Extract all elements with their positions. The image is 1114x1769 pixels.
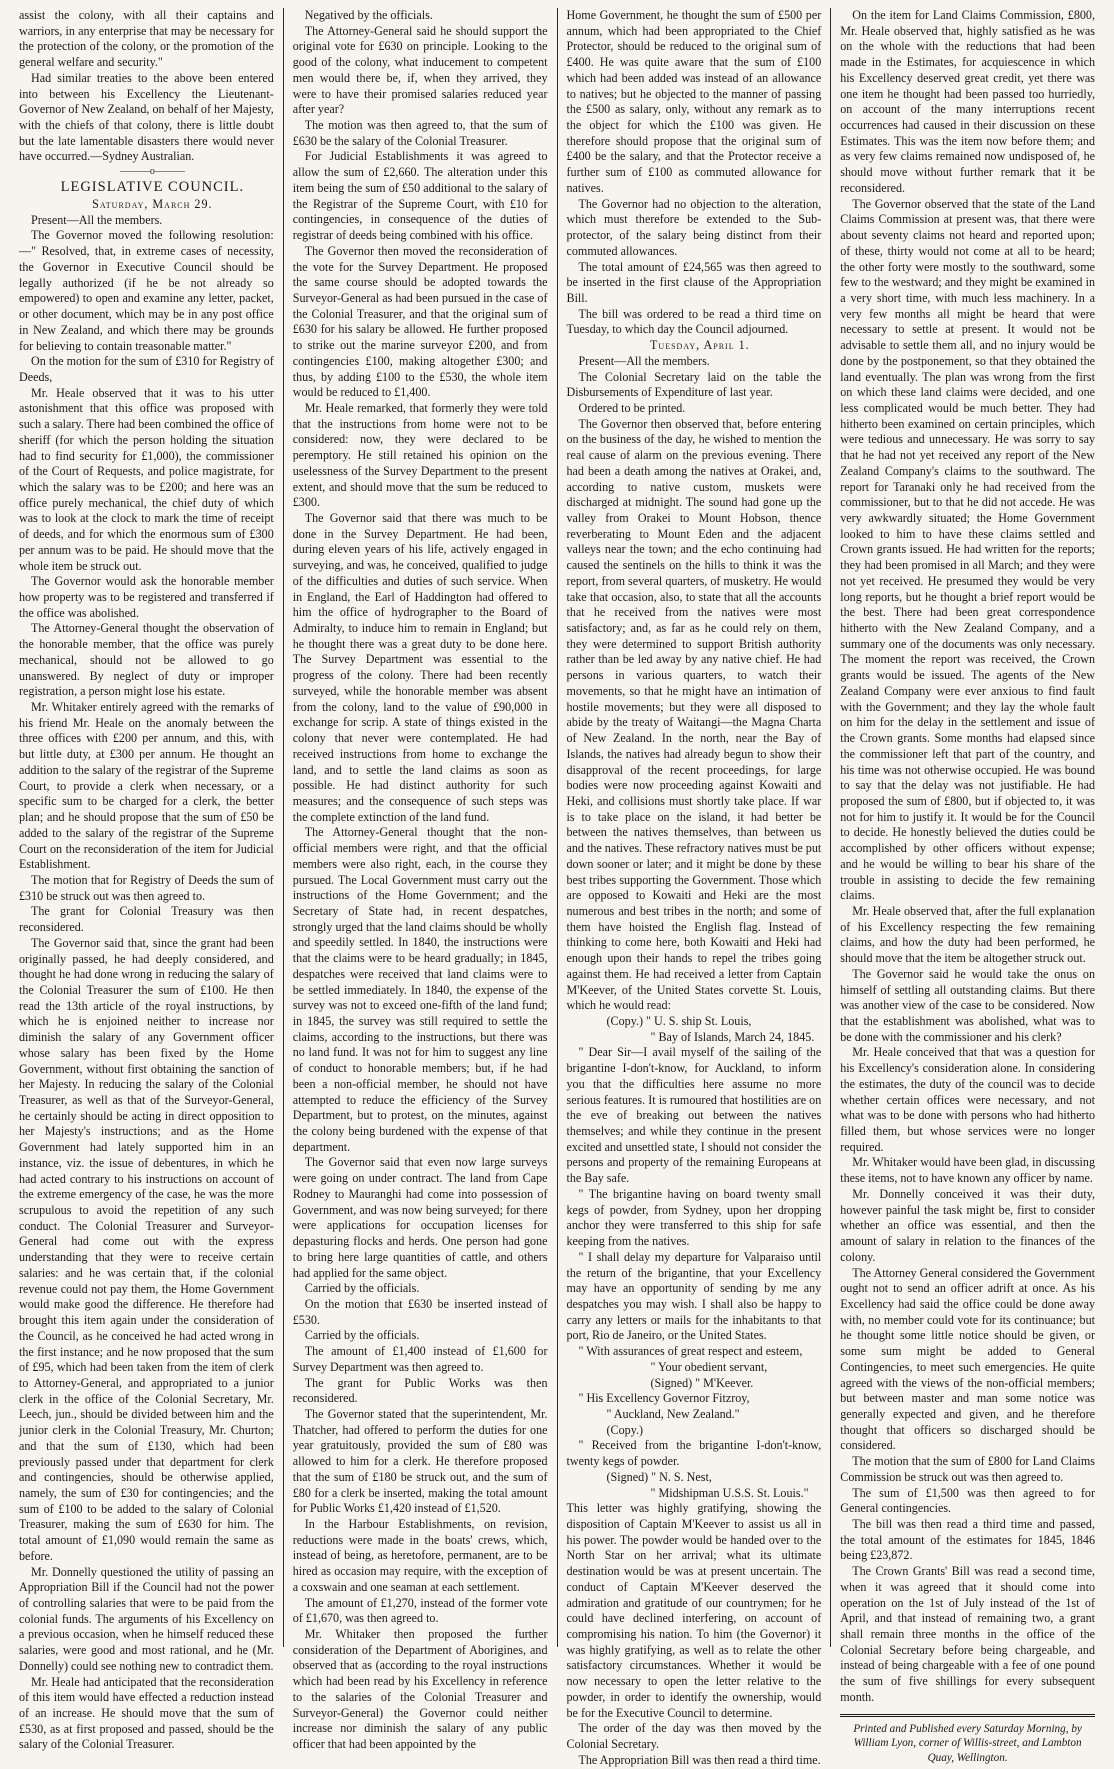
paragraph: Home Government, he thought the sum of £500 per annum, which had been appropriated to the Chief Protector, should be reduced to the original sum of £400. He was quite aware that the sum of £100 which had been added was instead of an allowance to natives; but he objected to the manner of passing the £500 as salary, only, without any remark as to the object for which the £100 was given. He therefore should propose that the original sum of £400 be the salary, and that the Protector receive a further sum of £100 as commuted allowance for natives. bbox=[566, 8, 822, 195]
paragraph: " Received from the brigantine I-don't-know, twenty kegs of powder. bbox=[566, 1438, 822, 1469]
section-heading: LEGISLATIVE COUNCIL. bbox=[60, 179, 245, 196]
paragraph: The Governor had no objection to the alteration, which must therefore be extended to the Sub-protector, of the salary being distinct from their commuted allowances. bbox=[566, 196, 822, 258]
paragraph: Had similar treaties to the above been entered into between his Excellency the Lieutenant-Governor of New Zealand, on behalf of her Majesty, with the chiefs of that colony, there is little doubt but the late lamentable disasters there would never have occurred.—Sydney Australian. bbox=[19, 70, 274, 164]
paragraph: Carried by the officials. bbox=[304, 1328, 420, 1343]
paragraph: Mr. Heale observed that, after the full explanation of his Excellency respecting the few remaining claims, and how the duty had been performed, he should move that the item be altogether struck out. bbox=[840, 903, 1095, 966]
paragraph: Mr. Whitaker then proposed the further consideration of the Department of Aborigines, and observed that as (according to the royal instructions which had been read by his Excellency in reference to the salaries of the Colonial Treasurer and Surveyor-General) the Governor could neither increase nor diminish the salary of any public officer that had been appointed by the bbox=[292, 1627, 548, 1752]
letter-line: " Bay of Islands, March 24, 1845. bbox=[650, 1029, 815, 1044]
paragraph: This letter was highly gratifying, showing the disposition of Captain M'Keever to assist us all in his power. The powder would be handed over to the North Star on her arrival; what its ultimate destination would be was at present uncertain. The conduct of Captain M'Keever deserved the admiration and gratitude of our countrymen; for he could have declined interfering, on account of compromising his nation. To him (the Governor) it was highly gratifying, as well as to relate the other satisfactory circumstances. Whether it would be now necessary to open the letter relative to the powder, in order to identify the ownership, would be for the Executive Council to determine. bbox=[566, 1501, 822, 1720]
paragraph: The Appropriation Bill was then read a third time. bbox=[578, 1752, 821, 1767]
paragraph: The Attorney-General thought that the non-official members were right, and that the official members were also right, each, in the course they pursued. The Local Government must carry out the instructions of the Home Government; and the Secretary of State had, in recent despatches, strongly urged that the land claims should be wholly and speedily settled. In 1840, the instructions were that the claims were to be heard gradually; in 1845, despatches were received that land claims were to be settled immediately. In 1840, the expense of the survey was not to exceed one-fifth of the land fund; in 1845, the survey was still required to settle the claims, according to the instructions, but there was no land fund. It was not for him to suggest any line of conduct to honorable members; but, if he had been a non-official member, he should not have attempted to reduce the efficiency of the Survey Department, but to protest, on the minutes, against the colony being burdened with the expense of that department. bbox=[292, 825, 548, 1154]
paragraph: Mr. Heale remarked, that formerly they were told that the instructions from home were not to be considered: now, they were declared to be peremptory. He still retained his opinion on the uselessness of the Survey Department to the present extent, and should move that the sum be reduced to £300. bbox=[292, 400, 548, 510]
date-subheading: Saturday, March 29. bbox=[92, 197, 213, 212]
paragraph: The Governor then observed that, before entering on the business of the day, he wished to mention the real cause of alarm on the previous evening. There had been a death among the natives at Orakei, and, according to native custom, muskets were discharged at midnight. The sound had gone up the valley from Orakei to Mount Hobson, thence reverberating to Mount Eden and the adjacent valleys near the town; and the echo continuing had caused the sentinels on the hills to think it was the report, from several quarters, of musketry. He would take that occasion, also, to state that all the accounts that he received from the natives were most satisfactory; and, as far as he could rely on them, they were determined to support British authority rather than be led away by any native chief. He had persons in various quarters, to watch their movements, so that he might have an intimation of hostile movements; but they were all disposed to abide by the treaty of Waitangi—the Magna Charta of New Zealand. In the north, near the Bay of Islands, the natives had already begun to show their disapproval of the recent proceedings, for large bodies were now proceeding against Kowaiti and Heki, and collisions must shortly take place. If war is to take place on the island, it had better be between the natives themselves, than between us and the natives. These refractory natives must be put down sooner or later; and it might be done by these best tribes supporting the Government. Those which are opposed to Kowaiti and Heki are the most numerous and best tribes in the north; and some of them have hoisted the English flag. Instead of thinking to come here, both Kowaiti and Heki had enough upon their hands to repel the tribes going against them. He had received a letter from Captain M'Keever, of the United States corvette St. Louis, which he would read: bbox=[566, 416, 822, 1013]
paragraph: The grant for Public Works was then reconsidered. bbox=[292, 1375, 548, 1406]
paragraph: On the motion for the sum of £310 for Registry of Deeds, bbox=[19, 354, 274, 384]
paragraph: The Governor said that, since the grant had been originally passed, he had deeply considered, and thought he had done wrong in reducing the salary of the Colonial Treasurer the sum of £100. He then read the 13th article of the royal instructions, by which he is enjoined neither to increase nor diminish the salary of any Government officer whose salary has been fixed by the Home Government, without first obtaining the sanction of her Majesty. In reducing the salary of the Colonial Treasurer, as well as that of the Surveyor-General, he certainly should be acting in direct opposition to her Majesty's instructions; and as the Home Government had lately supported him in an instance, viz. the issue of debentures, in which he had acted contrary to his instructions on account of the extreme emergency of the case, he was the more scrupulous to avoid the repetition of any such conduct. The Colonial Treasurer and Surveyor-General had come out with the express understanding that they were to receive certain salaries: and he was certain that, if the colonial revenue could not pay them, the Home Government would make good the difference. He therefore had brought this item again under the consideration of the Council, as he conceived he had acted wrong in the first instance; and he now proposed that the sum of £95, which had been taken from the item of clerk to Attorney-General, and appropriated to a junior clerk in the office of the Colonial Secretary, Mr. Leech, jun., should be divided between him and the junior clerk in the Colonial Treasury, Mr. Churton; and that the sum of £130, which had been previously passed under that department for clerk and contingencies, should be otherwise applied, namely, the sum of £30 for contingencies; and the sum of £100 to be added to the salary of Colonial Treasurer, making the sum of £630 for him. The total amount of £1,090 would remain the same as before. bbox=[19, 935, 274, 1563]
paragraph: The bill was then read a third time and passed, the total amount of the estimates for 1845, 1846 being £23,872. bbox=[840, 1517, 1095, 1563]
paragraph: The Governor then moved the reconsideration of the vote for the Survey Department. He proposed the same course should be adopted towards the Surveyor-General as had been pursued in the case of the Colonial Treasurer, and that the original sum of £630 for his salary be allowed. He further proposed to strike out the marine surveyor £200, and from contingencies £100, making altogether £300; and thus, by adding £100 to the £530, the whole item would be reduced to £1,400. bbox=[292, 243, 548, 400]
paragraph: Mr. Donnelly questioned the utility of passing an Appropriation Bill if the Council had not the power of controlling salaries that were to be paid from the colonial funds. The arguments of his Excellency on a previous occasion, when he himself reduced these salaries, were good and most rational, and he (Mr. Donnelly) could see nothing new to contradict them. bbox=[19, 1564, 274, 1673]
paragraph: The Governor said he would take the onus on himself of settling all outstanding claims. But there was another view of the case to be considered. Now that the establishment was abolished, what was to be done with the commissioner and his clerk? bbox=[840, 966, 1095, 1044]
column-3 bbox=[557, 8, 831, 1767]
paragraph: Negatived by the officials. bbox=[304, 8, 433, 22]
paragraph: The amount of £1,270, instead of the former vote of £1,670, was then agreed to. bbox=[292, 1595, 548, 1626]
paragraph: The Governor moved the following resolution:—" Resolved, that, in extreme cases of necessity, the Governor in Executive Council should be legally authorized (if he be not already so empowered) to open and examine any letter, packet, or other document, which may be in any post office in New Zealand, and which there may be grounds for believing to contain treasonable matter." bbox=[19, 228, 274, 353]
paragraph: The sum of £1,500 was then agreed to for General contingencies. bbox=[840, 1485, 1095, 1516]
paragraph: " I shall delay my departure for Valparaiso until the return of the brigantine, that your Excellency may have an opportunity of sending by me any despatches you may wish. I shall also be happy to carry any letters or mails for the inhabitants to that port, Rio de Janeiro, or the United States. bbox=[566, 1249, 822, 1343]
paragraph: The Governor would ask the honorable member how property was to be registered and transferred if the office was abolished. bbox=[19, 574, 274, 620]
paragraph: The motion was then agreed to, that the sum of £630 be the salary of the Colonial Treasurer. bbox=[292, 118, 548, 148]
paragraph: The Governor observed that the state of the Land Claims Commission at present was, that there were about seventy claims not heard and reported upon; of these, thirty would not come at all to be heard; the other forty were mostly to the southward, some few to the westward; and they might be examined in a very short time, with much less machinery. In a very few months all might be heard that were necessary to settle at present. It would not be advisable to settle them all, and no injury would be done by the postponement, so that they obtained the land eventually. The plan was wrong from the first on which these land claims were decided, and one less complicated would be much better. They had hitherto been examined on certain principles, which were tedious and unnecessary. He was sorry to say that he had not yet received any report of the New Zealand Company's claims to the southward. The report for Taranaki only he had received from the commissioner, but to that he did not accede. He was very awkwardly situated; the Home Government looked to him to have these claims settled and Crown grants issued. He had written for the reports; they had been promised in all March; and they were not yet received. He presumed they would be very long reports, but he thought a brief report would be the best. There had been great correspondence hitherto with the New Zealand Company, and a summary one of the documents was only necessary. The moment the report was received, the Crown grants would be issued. The agents of the New Zealand Company were ever anxious to find fault with the Government; and they lay the whole fault on him for the delay in the settlement and issue of the Crown grants. Some months had elapsed since the commissioner left that part of the country, and his time was not otherwise occupied. He was bound to say that the delay was not justifiable. He had proposed the sum of £800, but if objected to, it was not for him to justify it. It would be for the Council to decide. He honestly believed the duties could be accomplished by other officers without expense; and he would be willing to bear his share of the trouble in assisting to decide the few remaining claims. bbox=[840, 196, 1095, 903]
paragraph: Present—All the members. bbox=[31, 212, 163, 227]
paragraph: The total amount of £24,565 was then agreed to be inserted in the first clause of the Appropriation Bill. bbox=[566, 259, 822, 305]
letter-line: (Signed) " M'Keever. bbox=[650, 1375, 754, 1390]
paragraph: On the motion that £630 be inserted instead of £530. bbox=[292, 1296, 548, 1327]
paragraph: Mr. Heale observed that it was to his utter astonishment that this office was proposed with such a salary. There had been combined the office of sheriff (for which the person holding the situation had to find security for £1,000), the commissioner of the Court of Requests, and police magistrate, for which the salary was to be £200; and here was an office purely mechanical, the chief duty of which was to look at the clock to mark the time of receipt of deeds, and for which the enormous sum of £300 per annum was to be paid. He should move that the whole item be struck out. bbox=[19, 385, 274, 573]
paragraph: The Crown Grants' Bill was read a second time, when it was agreed that it should come into operation on the 1st of July instead of the 1st of April, and that instead of remaining two, a grant shall remain three months in the office of the Colonial Secretary before being chargeable, and instead of being chargeable with a fee of one pound the sum of five shillings for every subsequent month. bbox=[840, 1564, 1095, 1704]
paragraph: " His Excellency Governor Fitzroy, bbox=[578, 1391, 750, 1406]
paragraph: The Colonial Secretary laid on the table the Disbursements of Expenditure of last year. bbox=[566, 369, 822, 400]
letter-line: " Midshipman U.S.S. St. Louis." bbox=[650, 1485, 809, 1500]
paragraph: assist the colony, with all their captains and warriors, in any enterprise that may be necessary for the protection of the colony, or the promotion of the general welfare and security." bbox=[19, 8, 274, 70]
letter-line: " Auckland, New Zealand." bbox=[606, 1406, 740, 1421]
paragraph: The Governor said that there was much to be done in the Survey Department. He had been, during eleven years of his life, actively engaged in surveying, and was, he conceived, qualified to judge of the difficulties and duties of such service. When in England, the Earl of Haddington had offered to him the office of hydrographer to the Board of Admiralty, to induce him to remain in England; but he thought there was a great duty to be done here. The Survey Department was essential to the progress of the colony. There had been recently surveyed, while the honorable member was absent from the colony, land to the value of £90,000 in exchange for scrip. A state of things existed in the colony that never were contemplated. He had received instructions from home to exchange the land, and to settle the land claims as soon as possible. He had distinct authority for such measures; and the consequence of such steps was the complete extinction of the land fund. bbox=[292, 511, 548, 824]
paragraph: The motion that the sum of £800 for Land Claims Commission be struck out was then agreed to. bbox=[840, 1454, 1095, 1484]
paragraph: In the Harbour Establishments, on revision, reductions were made in the boats' crews, which, instead of being, as heretofore, permanent, are to be hired as occasion may require, with the exception of a coxswain and one seaman at each settlement. bbox=[292, 1517, 548, 1594]
paragraph: The Attorney-General thought the observation of the honorable member, that the office was purely mechanical, should not be allowed to go unanswered. By neglect of duty or improper registration, a person might lose his estate. bbox=[19, 621, 274, 699]
paragraph: The Attorney General considered the Government ought not to send an officer adrift at once. As his Excellency had said the office could be done away with, no member could vote for its continuance; but he thought some little notice should be given, or some sum might be added to General Contingencies, to meet such emergencies. He quite agreed with the views of the non-official members; but between master and man some notice was generally expected and given, and he therefore thought that officers so discharged should be considered. bbox=[840, 1265, 1095, 1453]
letter-line: (Copy.) bbox=[606, 1422, 643, 1437]
paragraph: The amount of £1,400 instead of £1,600 for Survey Department was then agreed to. bbox=[292, 1344, 548, 1374]
paragraph: The order of the day was then moved by the Colonial Secretary. bbox=[566, 1721, 822, 1752]
paragraph: The motion that for Registry of Deeds the sum of £310 be struck out was then agreed to. bbox=[19, 872, 274, 903]
paragraph: " With assurances of great respect and esteem, bbox=[578, 1344, 803, 1359]
paragraph: The Governor stated that the superintendent, Mr. Thatcher, had offered to perform the duties for one year gratuitously, provided the sum of £80 was allowed to him for a clerk. He therefore proposed that the sum of £180 be struck out, and the sum of £80 for a clerk be inserted, making the total amount for Public Works £1,420 instead of £1,520. bbox=[292, 1406, 548, 1516]
paragraph: For Judicial Establishments it was agreed to allow the sum of £2,660. The alteration under this item being the sum of £50 additional to the salary of the Registrar of the Supreme Court, with £10 for contingencies, in consequence of the duties of registrar of deeds being combined with his office. bbox=[292, 149, 548, 243]
paragraph: The Governor said that even now large surveys were going on under contract. The land from Cape Rodney to Mauranghi had come into possession of Government, and was now being surveyed; for there were applications for occupation licenses for depasturing flocks and herds. One person had gone to bring here large quantities of cattle, and others had applied for the same object. bbox=[292, 1155, 548, 1280]
paragraph: Mr. Whitaker entirely agreed with the remarks of his friend Mr. Heale on the anomaly between the three offices with £200 per annum, and this, with but little duty, at £300 per annum. He thought an addition to the salary of the registrar of the Supreme Court, to provide a clerk when necessary, or a specific sum to be charged for a clerk, the better plan; and he should propose that the sum of £50 be added to the salary of the registrar of the Supreme Court on the reconsideration of the item for Judicial Establishment. bbox=[19, 700, 274, 872]
section-divider: ———o——— bbox=[119, 166, 185, 178]
imprint: Printed and Published every Saturday Morning, by William Lyon, corner of Willis-street, and Lambton Quay, Wellington. bbox=[840, 1714, 1095, 1766]
column-1 bbox=[10, 8, 283, 1752]
paragraph: Mr. Whitaker would have been glad, in discussing these items, not to have known any officer by name. bbox=[840, 1155, 1095, 1186]
paragraph: On the item for Land Claims Commission, £800, Mr. Heale observed that, highly satisfied as he was on the whole with the reductions that had been made in the Estimates, for acquiescence in which his Excellency deserved great credit, yet there was one item he thought had been passed too hurriedly, on account of the many interruptions recent occurrences had caused in their discussion on these Estimates. This was the item now before them; and as very few claims remained now undisposed of, he should move without further remark that it be reconsidered. bbox=[840, 8, 1095, 195]
letter-line: (Signed) " N. S. Nest, bbox=[606, 1469, 712, 1484]
paragraph: Ordered to be printed. bbox=[578, 400, 686, 415]
paragraph: Mr. Heale conceived that that was a question for his Excellency's consideration alone. In considering the estimates, the duty of the council was to decide whether certain offices were necessary, and not what was to be done with persons who had hitherto filled them, but whose services were no longer required. bbox=[840, 1045, 1095, 1154]
paragraph: The Attorney-General said he should support the original vote for £630 on principle. Looking to the good of the colony, what inducement to competent men would there be, if, when they arrived, they were to have their promised salaries reduced year after year? bbox=[292, 23, 548, 117]
paragraph: " The brigantine having on board twenty small kegs of powder, from Sydney, upon her dropping anchor they were transferred to this ship for safe keeping from the natives. bbox=[566, 1186, 822, 1249]
letter-line: " Your obedient servant, bbox=[650, 1359, 768, 1374]
paragraph: Mr. Heale had anticipated that the reconsideration of this item would have effected a reduction instead of an increase. He should move that the sum of £530, as at first proposed and passed, should be the salary of the Colonial Treasurer. bbox=[19, 1674, 274, 1752]
paragraph: The grant for Colonial Treasury was then reconsidered. bbox=[19, 904, 274, 935]
column-2 bbox=[283, 8, 557, 1752]
paragraph: Mr. Donnelly conceived it was their duty, however painful the task might be, first to consider whether an office was essential, and then the amount of salary in relation to the finances of the colony. bbox=[840, 1186, 1095, 1264]
date-subheading: Tuesday, April 1. bbox=[650, 338, 750, 353]
paragraph: Carried by the officials. bbox=[304, 1281, 420, 1296]
paragraph: " Dear Sir—I avail myself of the sailing of the brigantine I-don't-know, for Auckland, to inform you that the difficulties here assume no more serious features. It is rumoured that hostilities are on the eve of breaking out between the natives themselves; and while they continue in the present excited and unsettled state, I should not consider the persons and property of the remaining Europeans at the Bay safe. bbox=[566, 1045, 822, 1186]
paragraph: Present—All the members. bbox=[578, 353, 710, 368]
paragraph: The bill was ordered to be read a third time on Tuesday, to which day the Council adjourned. bbox=[566, 306, 822, 337]
column-4 bbox=[830, 8, 1104, 1764]
letter-line: (Copy.) " U. S. ship St. Louis, bbox=[606, 1014, 752, 1028]
